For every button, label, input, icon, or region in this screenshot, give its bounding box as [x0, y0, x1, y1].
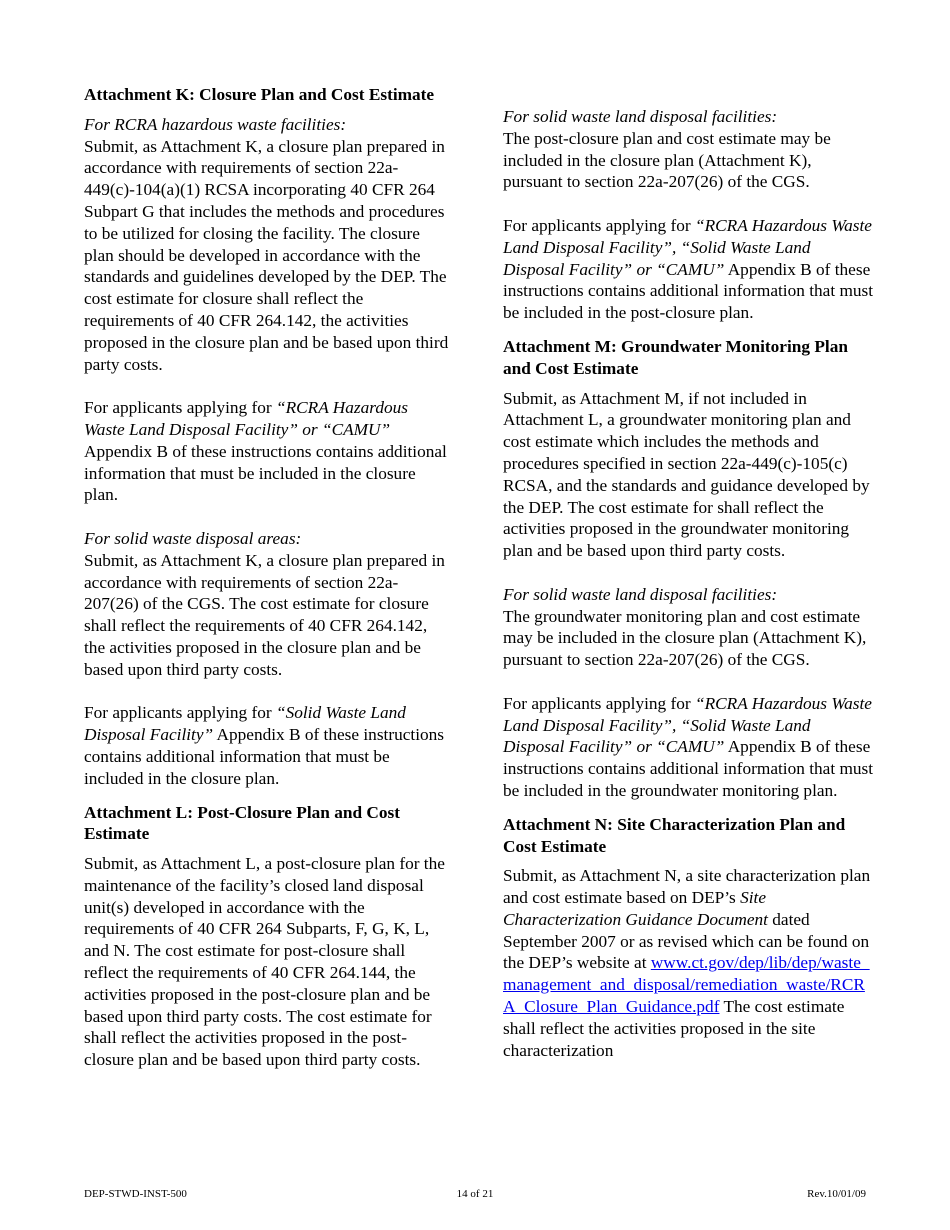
right-column [503, 106, 875, 1083]
groundwater-solid-waste-paragraph: For solid waste land disposal facilities: The groundwater monitoring plan and cost estimate may be included in the closure plan (Attachment K), pursuant to section 22a-207(26) of the CGS. [503, 584, 867, 670]
post-closure-solid-waste-paragraph: For solid waste land disposal facilities: The post-closure plan and cost estimate may be included in the closure plan (Attachment K), pursuant to section 22a-207(26) of the CGS. [503, 107, 831, 192]
attachment-l-text: Submit, as Attachment L, a post-closure plan for the maintenance of the facility’s closed land disposal unit(s) developed in accordance with the requirements of 40 CFR 264 Subparts, F, G, K, L, and N. The cost estimate for post-closure shall reflect the requirements of 40 CFR 264.144, the activities proposed in the post-closure plan and be based upon third party costs. The cost estimate for shall reflect the activities proposed in the post-closure plan and be based upon third party costs. [84, 854, 445, 1070]
attachment-m-text: Submit, as Attachment M, if not included in Attachment L, a groundwater monitoring plan and cost estimate which includes the methods and procedures specified in section 22a-449(c)-105(c) RCSA, and the standards and guidance developed by the DEP. The cost estimate for shall reflect the activities proposed in the groundwater monitoring plan and be based upon third party costs. [503, 388, 870, 561]
rcra-paragraph [84, 114, 450, 376]
post-closure-applicants-paragraph: For applicants applying for “RCRA Hazardous Waste Land Disposal Facility”, “Solid Waste Land Disposal Facility” or “CAMU” Appendix B of these instructions contains additional information that must be included in the post-closure plan. [503, 215, 874, 323]
guidance-document-link[interactable]: www.ct.gov/dep/lib/dep/waste_management_and_disposal/remediation_waste/RCRA_Closure_Plan_Guidance.pdf [503, 953, 870, 1017]
attachment-k-section [84, 84, 450, 790]
attachment-m-heading: Attachment M: Groundwater Monitoring Plan and Cost Estimate [503, 336, 848, 378]
page-footer [84, 1188, 866, 1202]
left-column [84, 84, 450, 1093]
attachment-n-section [503, 814, 875, 1062]
form-number: DEP-STWD-INST-500 [84, 1188, 187, 1200]
applicants-paragraph-1: For applicants applying for “RCRA Hazardous Waste Land Disposal Facility” or “CAMU” Appendix B of these instructions contains additional information that must be included in the closure plan. [84, 398, 447, 505]
solid-waste-label: For solid waste disposal areas: [84, 528, 302, 548]
page-number: 14 of 21 [456, 1188, 494, 1200]
solid-waste-paragraph [84, 528, 450, 681]
groundwater-applicants-paragraph: For applicants applying for “RCRA Hazardous Waste Land Disposal Facility”, “Solid Waste Land Disposal Facility” or “CAMU” Appendix B of these instructions contains additional information that must be included in the groundwater monitoring plan. [503, 693, 874, 800]
attachment-m-section [503, 336, 875, 802]
rcra-label: For RCRA hazardous waste facilities: [84, 114, 347, 134]
attachment-n-heading: Attachment N: Site Characterization Plan and Cost Estimate [503, 814, 846, 856]
applicants-paragraph-2: For applicants applying for “Solid Waste Land Disposal Facility” Appendix B of these instructions contains additional information that must be included in the closure plan. [84, 703, 445, 788]
attachment-l-section [84, 802, 450, 1072]
rcra-text: Submit, as Attachment K, a closure plan prepared in accordance with requirements of section 22a-449(c)-104(a)(1) RCSA incorporating 40 CFR 264 Subpart G that includes the methods and procedures to be utilized for closing the facility. The closure plan should be developed in accordance with the standards and guidelines developed by the DEP. The cost estimate for closure shall reflect the requirements of 40 CFR 264.142, the activities proposed in the closure plan and be based upon third party costs. [84, 136, 449, 374]
revision-date: Rev.10/01/09 [807, 1188, 866, 1200]
attachment-l-heading: Attachment L: Post-Closure Plan and Cost Estimate [84, 802, 401, 844]
attachment-n-text: Submit, as Attachment N, a site characterization plan and cost estimate based on DEP’s Site Characterization Guidance Document dated September 2007 or as revised which can be found on the DEP’s website at www.ct.gov/dep/lib/dep/waste_management_and_disposal/remediation_waste/RCRA_Closure_Plan_Guidance.pdf The cost estimate shall reflect the activities proposed in the site characterization [503, 866, 871, 1060]
solid-waste-text: Submit, as Attachment K, a closure plan prepared in accordance with requirements of section 22a-207(26) of the CGS. The cost estimate for closure shall reflect the requirements of 40 CFR 264.142, the activities proposed in the closure plan and be based upon third party costs. [84, 550, 445, 679]
attachment-k-heading: Attachment K: Closure Plan and Cost Estimate [84, 85, 435, 104]
